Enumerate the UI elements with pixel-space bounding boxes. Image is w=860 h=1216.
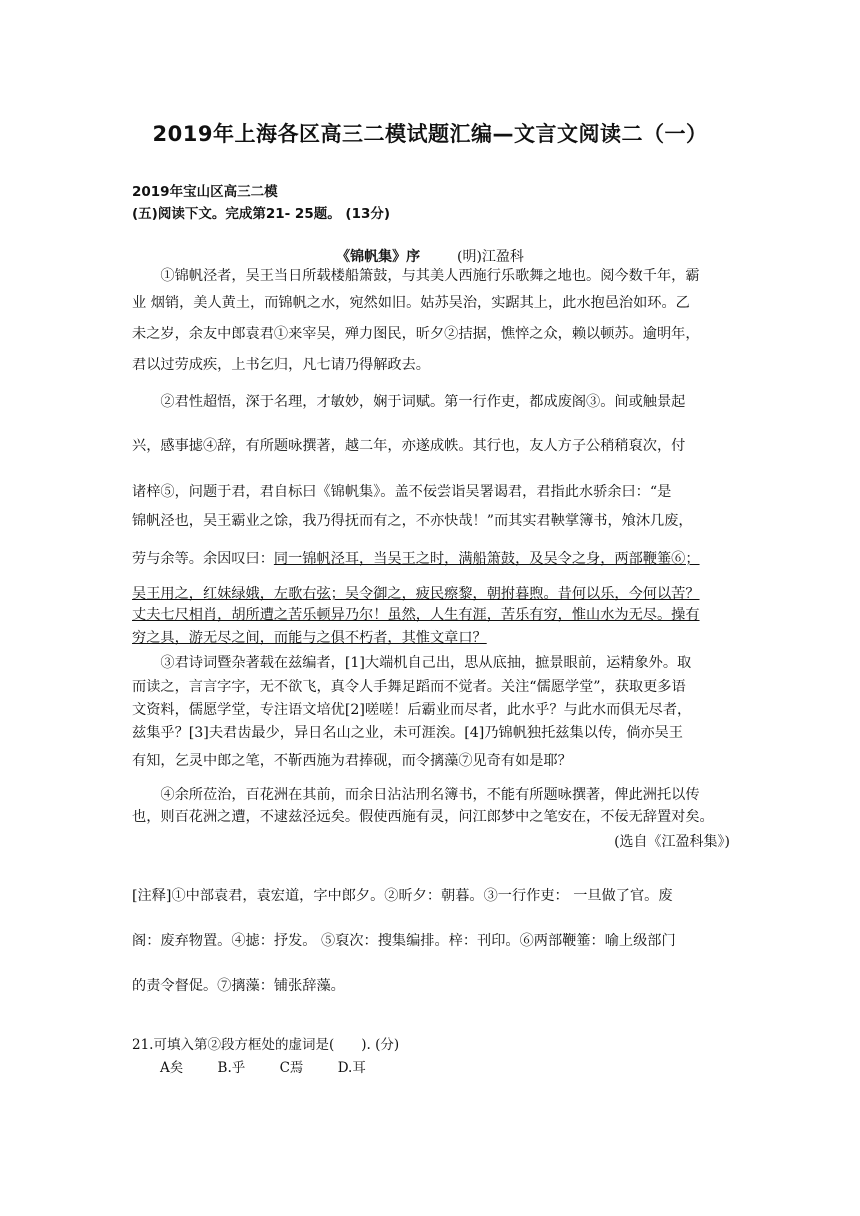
- essay-line: 诸梓⑤，问题于君，君自标曰《锦帆集》。盖不佞尝诣吴署谒君，君指此水骄余曰：“是: [132, 484, 672, 500]
- essay-title: 《锦帆集》序: [336, 249, 421, 265]
- question-21: 21.可填入第②段方框处的虚词是( ). (分): [132, 1037, 400, 1053]
- essay-text: 劳与余等。余因叹曰：: [132, 551, 274, 567]
- page-title: 2019年上海各区高三二模试题汇编—文言文阅读二（一）: [152, 122, 708, 146]
- underlined-passage: 同一锦帆泾耳，当吴王之时，满船箫鼓，及吴令之身，两部鞭箠⑥；: [273, 551, 700, 567]
- essay-heading: [0, 246, 860, 266]
- essay-line: 君以过劳成疾，上书乞归，凡七请乃得解政去。: [132, 357, 430, 373]
- section-heading: 2019年宝山区高三二模: [132, 184, 278, 200]
- note-line: [注释]①中部袁君，袁宏道，字中郎夕。②昕夕：朝暮。③一行作吏： 一旦做了官。废: [132, 888, 673, 904]
- essay-line: ③君诗词暨杂著载在兹编者，[1]大端机自己出，思从底抽，摭景眼前，运精象外。取: [132, 655, 692, 671]
- underlined-passage: 吴王用之，红妹绿娥，左歌右弦；吴令御之，疲民瘵黎，朝拊暮煦。昔何以乐，今何以苦？: [132, 586, 700, 602]
- essay-line: 业 烟销，美人黄土，而锦帆之水，宛然如旧。姑苏吴治，实踞其上，此水抱邑治如环。乙: [132, 295, 690, 311]
- question-options: [160, 1056, 366, 1076]
- note-line: 的责令督促。⑦摛藻：铺张辞藻。: [132, 978, 345, 994]
- essay-line: ②君性超悟，深于名理，才敏妙，娴于词赋。第一行作吏，都成废阁③。间或触景起: [132, 394, 686, 410]
- instruction: (五)阅读下文。完成第21- 25题。 (13分): [132, 206, 391, 222]
- essay-line: 有知，乞灵中郎之笔，不靳西施为君捧砚，而令摛藻⑦见奇有如是耶？: [132, 753, 572, 769]
- underlined-passage: 丈夫七尺相肖，胡所遭之苦乐顿异乃尔！虽然，人生有涯，苦乐有穷，惟山水为无尽。操有: [132, 607, 700, 623]
- essay-line: 锦帆泾也，吴王霸业之馀，我乃得抚而有之，不亦快哉！”而其实君鞅掌簿书，飧沐几废，: [132, 513, 693, 529]
- essay-line: 而读之，言言字字，无不欲飞，真令人手舞足蹈而不觉者。关注“儒愿学堂”，获取更多语: [132, 679, 686, 695]
- underlined-passage: 穷之具，游无尽之间，而能与之俱不朽者，其惟文章口？: [132, 630, 487, 646]
- essay-author: (明)江盈科: [456, 249, 524, 265]
- note-line: 阁：废弃物置。④摅：抒发。 ⑤裒次：搜集编排。梓：刊印。⑥两部鞭箠：喻上级部门: [132, 933, 676, 949]
- essay-line: 兴，感事摅④辞，有所题咏撰著，越二年，亦遂成帙。其行也，友人方子公稍稍裒次，付: [132, 438, 686, 454]
- essay-line: 兹集乎？[3]夫君齿最少，异日名山之业，未可涯涘。[4]乃锦帆独托兹集以传，倘亦吴王: [132, 725, 683, 741]
- option-b: B.乎: [217, 1060, 246, 1076]
- essay-line: 未之岁，余友中郎袁君①来宰吴，殚力图民，昕夕②拮据，憔悴之众，赖以顿苏。逾明年，: [132, 326, 700, 342]
- essay-line: ①锦帆泾者，吴王当日所载楼船箫鼓，与其美人西施行乐歌舞之地也。阅今数千年，霸: [132, 268, 700, 284]
- essay-line: ④余所莅治，百花洲在其前，而余日沾沾刑名簿书，不能有所题咏撰著，俾此洲托以传: [132, 787, 700, 803]
- source-citation: (选自《江盈科集》): [614, 834, 730, 850]
- option-a: A矣: [160, 1060, 184, 1076]
- essay-line: 也，则百花洲之遭，不逮兹泾远矣。假使西施有灵，问江郎梦中之笔安在，不佞无辞置对矣。: [132, 809, 714, 825]
- option-c: C焉: [279, 1060, 304, 1076]
- option-d: D.耳: [337, 1060, 366, 1076]
- essay-line: 文资料，儒愿学堂，专注语文培优[2]嗟嗟！后霸业而尽者，此水乎？与此水而俱无尽者，: [132, 702, 692, 718]
- essay-line-mixed: [132, 549, 730, 569]
